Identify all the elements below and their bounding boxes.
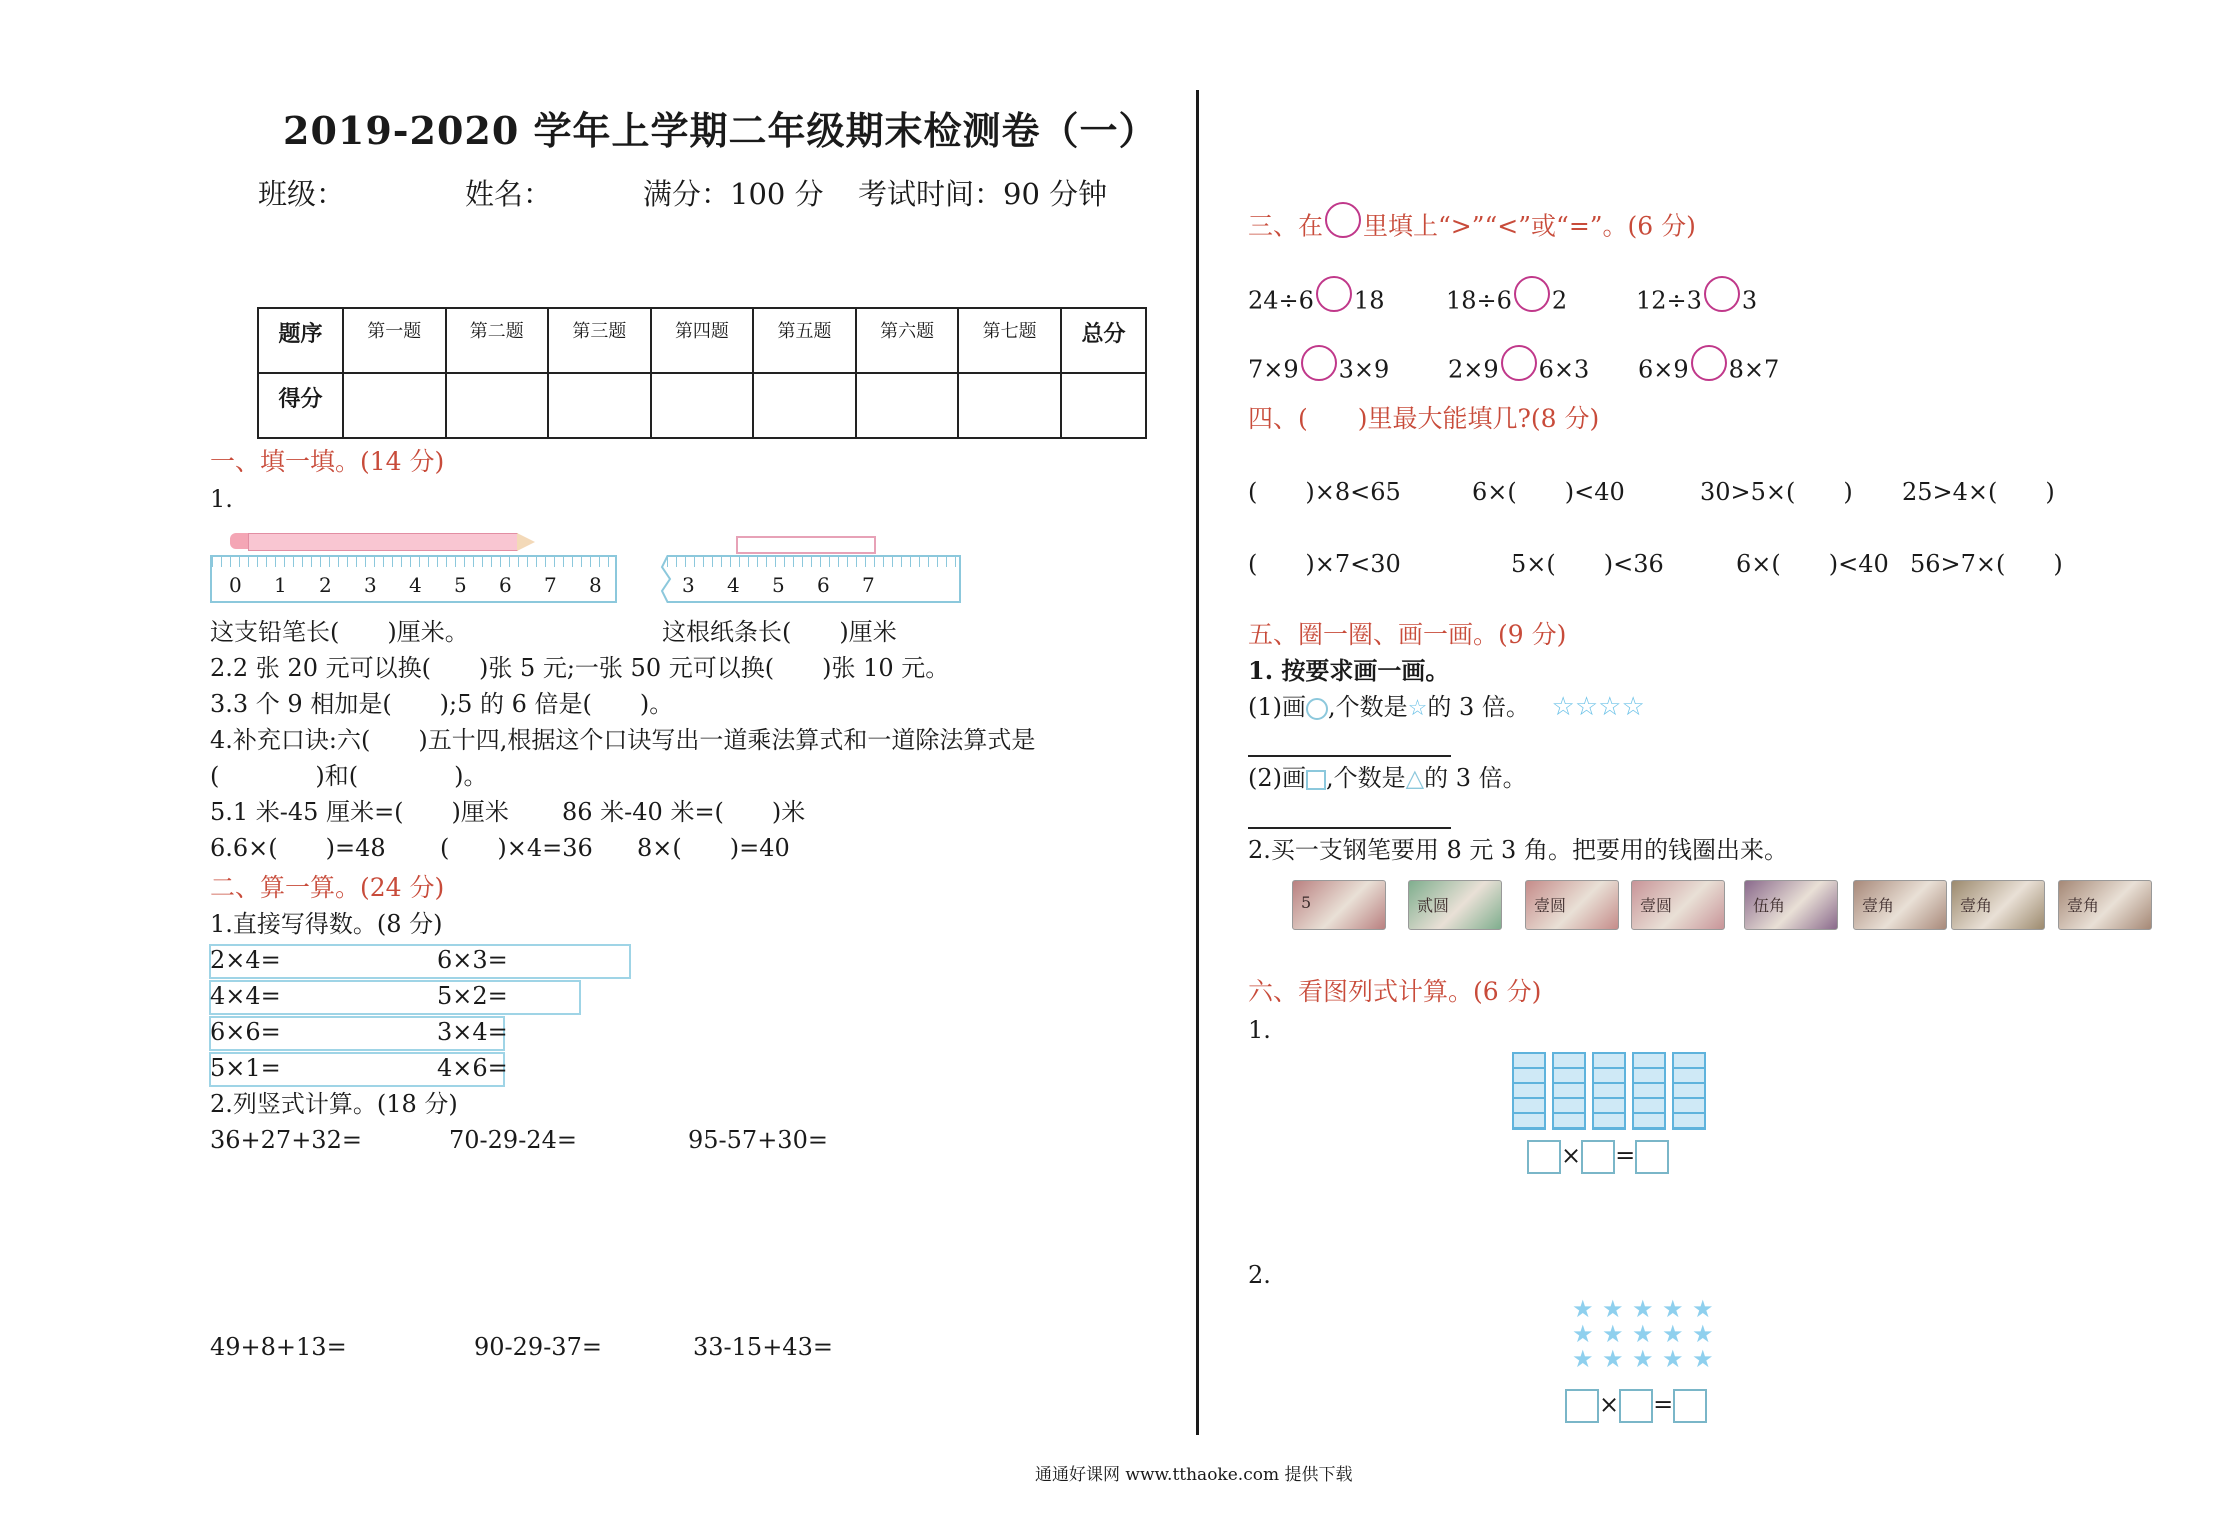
- answer-line: [1248, 827, 1451, 829]
- cube-stack: [1592, 1052, 1626, 1130]
- compare-circle[interactable]: [1501, 345, 1537, 381]
- vertical-calc-item: 33-15+43=: [693, 1333, 833, 1361]
- direct-calc-item: 4×4=: [210, 982, 281, 1010]
- score-header: 第六题: [856, 308, 959, 373]
- star-icon: ★: [1692, 1295, 1714, 1323]
- money-question: 2.买一支钢笔要用 8 元 3 角。把要用的钱圈出来。: [1248, 836, 1788, 864]
- ruler-tick-label: 6: [499, 573, 512, 597]
- star-icon: ★: [1572, 1320, 1594, 1348]
- full-score: 满分：100 分: [643, 177, 824, 211]
- score-header: 第三题: [548, 308, 651, 373]
- compare-item: 6×9 8×7: [1638, 353, 1779, 389]
- direct-calc-item: 5×2=: [437, 982, 508, 1010]
- vertical-calc-item: 36+27+32=: [210, 1126, 362, 1154]
- ruler-tick-label: 4: [727, 573, 740, 597]
- draw-question: 1. 按要求画一画。: [1248, 656, 1450, 685]
- star-icon: ★: [1662, 1345, 1684, 1373]
- money-bill[interactable]: [1292, 880, 1386, 930]
- star-icon: ★: [1692, 1345, 1714, 1373]
- star-icon: ★: [1602, 1320, 1624, 1348]
- compare-item: 7×9 3×9: [1248, 353, 1389, 389]
- section3-title-a: 三、在: [1248, 211, 1324, 241]
- score-table: [257, 307, 1147, 439]
- answer-box[interactable]: [1527, 1140, 1561, 1174]
- max-fill-item: ( )×7<30: [1248, 550, 1401, 578]
- compare-item: 2×9 6×3: [1448, 353, 1589, 389]
- ruler-tick-label: 3: [682, 573, 695, 597]
- cube-stack: [1552, 1052, 1586, 1130]
- score-cell[interactable]: [343, 373, 446, 438]
- section3-title-b: 里填上“>”“<”或“=”。(6 分): [1363, 211, 1696, 241]
- max-fill-item: 5×( )<36: [1511, 550, 1664, 578]
- section2-title: 二、算一算。(24 分): [210, 873, 445, 902]
- score-cell[interactable]: [1061, 373, 1146, 438]
- money-bill-label: 壹圆: [1534, 896, 1567, 915]
- answer-box[interactable]: [1565, 1389, 1599, 1423]
- answer-line: [1248, 755, 1451, 757]
- class-label: 班级：: [258, 177, 346, 211]
- star-icon: ☆☆☆☆: [1551, 692, 1645, 722]
- q3-text: 3.3 个 9 相加是( );5 的 6 倍是( )。: [210, 690, 674, 718]
- max-fill-item: 6×( )<40: [1736, 550, 1889, 578]
- star-icon: ☆: [1407, 696, 1428, 721]
- exam-time: 考试时间：90 分钟: [858, 177, 1108, 211]
- direct-calc-item: 2×4=: [210, 946, 281, 974]
- direct-calc-item: 4×6=: [437, 1054, 508, 1082]
- section6-title: 六、看图列式计算。(6 分): [1248, 977, 1542, 1006]
- pencil-image: [230, 531, 540, 551]
- score-header: 第四题: [651, 308, 754, 373]
- score-cell[interactable]: [651, 373, 754, 438]
- compare-circle[interactable]: [1316, 276, 1352, 312]
- money-bill-label: 壹圆: [1640, 896, 1673, 915]
- ruler-tick-label: 6: [817, 573, 830, 597]
- max-fill-item: 6×( )<40: [1472, 478, 1625, 506]
- draw-item-1: (1)画 ,个数是☆的 3 倍。 ☆☆☆☆: [1248, 692, 1645, 722]
- money-bill[interactable]: [2058, 880, 2152, 930]
- money-bill[interactable]: [1744, 880, 1838, 930]
- max-fill-item: 56>7×( ): [1910, 550, 2063, 578]
- money-bill-label: 贰圆: [1417, 896, 1450, 915]
- vertical-calc-item: 95-57+30=: [688, 1126, 828, 1154]
- section4-title: 四、( )里最大能填几?(8 分): [1248, 404, 1600, 433]
- max-fill-item: ( )×8<65: [1248, 478, 1401, 506]
- q1a-text: 这支铅笔长( )厘米。: [210, 618, 469, 646]
- name-label: 姓名：: [465, 177, 553, 211]
- score-cell[interactable]: [753, 373, 856, 438]
- section1-title: 一、填一填。(14 分): [210, 447, 445, 476]
- score-header: 总分: [1061, 308, 1146, 373]
- money-bill-label: 壹角: [2067, 896, 2100, 915]
- picture-question-2: 2.: [1248, 1261, 1271, 1289]
- answer-box[interactable]: [1619, 1389, 1653, 1423]
- star-icon: ★: [1602, 1345, 1624, 1373]
- compare-circle[interactable]: [1514, 276, 1550, 312]
- score-cell[interactable]: [958, 373, 1061, 438]
- score-header: 第二题: [446, 308, 549, 373]
- compare-item: 12÷3 3: [1636, 284, 1757, 320]
- square-icon: [1306, 770, 1326, 790]
- ruler-tick-label: 3: [364, 573, 377, 597]
- q6a-text: 6.6×( )=48: [210, 834, 386, 862]
- direct-calc-item: 3×4=: [437, 1018, 508, 1046]
- q1-number: 1.: [210, 485, 233, 513]
- picture-question-1: 1.: [1248, 1016, 1271, 1044]
- ruler-tick-label: 5: [772, 573, 785, 597]
- vertical-calc-title: 2.列竖式计算。(18 分): [210, 1090, 458, 1118]
- draw-item-2: (2)画 ,个数是△的 3 倍。: [1248, 764, 1527, 792]
- star-icon: ★: [1662, 1295, 1684, 1323]
- ruler-tick-label: 0: [229, 573, 242, 597]
- score-cell[interactable]: [548, 373, 651, 438]
- vertical-calc-item: 70-29-24=: [449, 1126, 577, 1154]
- equation-row-2: × =: [1565, 1389, 1707, 1423]
- equation-row-1: × =: [1527, 1140, 1669, 1174]
- answer-box[interactable]: [1635, 1140, 1669, 1174]
- direct-calc-item: 5×1=: [210, 1054, 281, 1082]
- star-icon: ★: [1602, 1295, 1624, 1323]
- column-divider: [1196, 90, 1199, 1435]
- score-header: 第七题: [958, 308, 1061, 373]
- money-bill[interactable]: [1631, 880, 1725, 930]
- compare-circle[interactable]: [1704, 276, 1740, 312]
- ruler-tick-label: 8: [589, 573, 602, 597]
- max-fill-item: 25>4×( ): [1902, 478, 2055, 506]
- star-icon: ★: [1632, 1295, 1654, 1323]
- cube-stack: [1672, 1052, 1706, 1130]
- score-row-label: 得分: [258, 373, 343, 438]
- direct-calc-item: 6×6=: [210, 1018, 281, 1046]
- score-header: 第一题: [343, 308, 446, 373]
- q6c-text: 8×( )=40: [637, 834, 790, 862]
- star-icon: ★: [1662, 1320, 1684, 1348]
- ruler-tick-label: 7: [544, 573, 557, 597]
- section3-title: [1248, 210, 1696, 246]
- compare-item: 18÷6 2: [1446, 284, 1567, 320]
- q4b-text: ( )和( )。: [210, 762, 488, 790]
- ruler-1: [210, 555, 617, 603]
- q1b-text: 这根纸条长( )厘米: [662, 618, 897, 646]
- footer-text: 通通好课网 www.tthaoke.com 提供下载: [1035, 1465, 1353, 1485]
- money-bill[interactable]: [1408, 880, 1502, 930]
- cube-stack: [1512, 1052, 1546, 1130]
- vertical-calc-item: 49+8+13=: [210, 1333, 347, 1361]
- star-icon: ★: [1572, 1295, 1594, 1323]
- money-bill[interactable]: [1951, 880, 2045, 930]
- score-header: 题序: [258, 308, 343, 373]
- vertical-calc-item: 90-29-37=: [474, 1333, 602, 1361]
- paper-strip: [736, 536, 876, 554]
- cube-stack: [1632, 1052, 1666, 1130]
- answer-box[interactable]: [1673, 1389, 1707, 1423]
- star-icon: ★: [1572, 1345, 1594, 1373]
- answer-box[interactable]: [1581, 1140, 1615, 1174]
- score-cell[interactable]: [446, 373, 549, 438]
- q5b-text: 86 米-40 米=( )米: [562, 798, 806, 826]
- ruler-tick-label: 1: [274, 573, 287, 597]
- compare-circle[interactable]: [1301, 345, 1337, 381]
- section5-title: 五、圈一圈、画一画。(9 分): [1248, 620, 1567, 649]
- q5a-text: 5.1 米-45 厘米=( )厘米: [210, 798, 509, 826]
- score-cell[interactable]: [856, 373, 959, 438]
- ruler-tick-label: 7: [862, 573, 875, 597]
- max-fill-item: 30>5×( ): [1700, 478, 1853, 506]
- ruler-tick-label: 4: [409, 573, 422, 597]
- ruler-tick-label: 2: [319, 573, 332, 597]
- money-bill-label: 5: [1301, 893, 1312, 912]
- circle-icon: [1306, 698, 1328, 720]
- money-bill[interactable]: [1853, 880, 1947, 930]
- direct-calc-title: 1.直接写得数。(8 分): [210, 910, 443, 938]
- money-bill-label: 壹角: [1960, 896, 1993, 915]
- score-header: 第五题: [753, 308, 856, 373]
- ruler-tick-label: 5: [454, 573, 467, 597]
- money-bill-label: 壹角: [1862, 896, 1895, 915]
- compare-item: 24÷6 18: [1248, 284, 1384, 320]
- triangle-icon: △: [1405, 764, 1425, 792]
- ruler-2: [667, 555, 961, 603]
- star-icon: ★: [1632, 1320, 1654, 1348]
- ruler-2-broken-edge: [660, 555, 674, 603]
- direct-calc-item: 6×3=: [437, 946, 508, 974]
- money-bill-label: 伍角: [1753, 896, 1786, 915]
- star-icon: ★: [1632, 1345, 1654, 1373]
- q2-text: 2.2 张 20 元可以换( )张 5 元;一张 50 元可以换( )张 10 元。: [210, 654, 950, 682]
- page-title: 2019-2020 学年上学期二年级期末检测卷（一）: [283, 108, 1158, 153]
- money-bill[interactable]: [1525, 880, 1619, 930]
- compare-circle[interactable]: [1691, 345, 1727, 381]
- q4a-text: 4.补充口诀:六( )五十四,根据这个口诀写出一道乘法算式和一道除法算式是: [210, 726, 1036, 754]
- q6b-text: ( )×4=36: [440, 834, 593, 862]
- star-icon: ★: [1692, 1320, 1714, 1348]
- circle-icon: [1325, 202, 1361, 238]
